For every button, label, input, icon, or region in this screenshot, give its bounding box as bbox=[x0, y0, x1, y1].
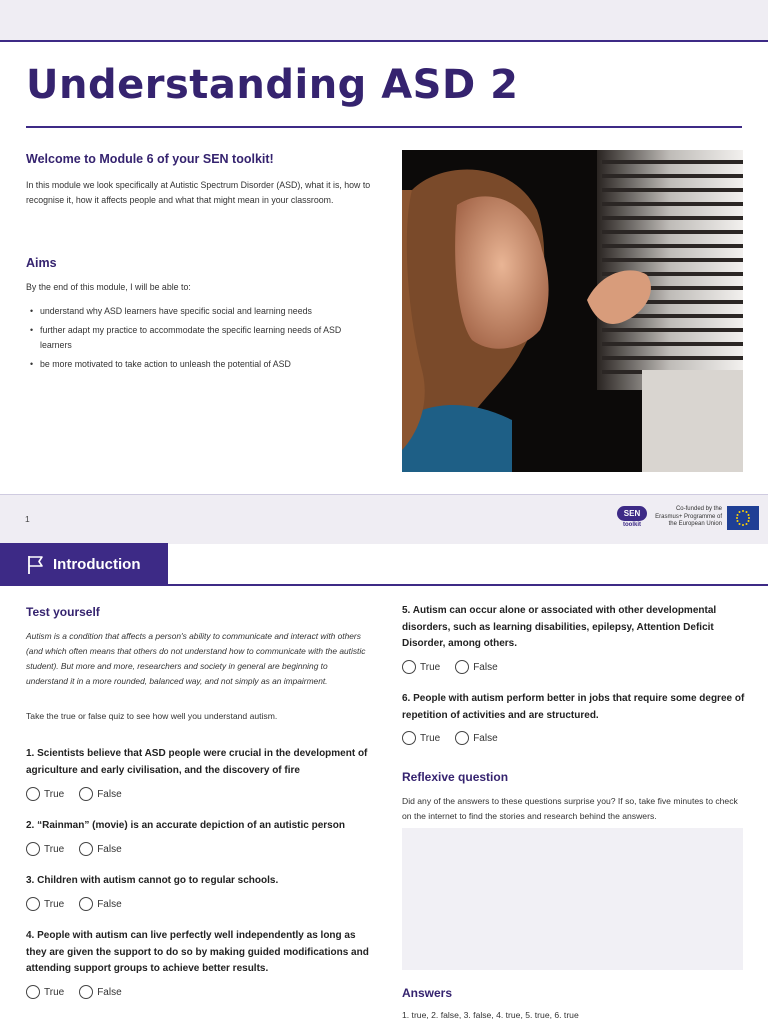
false-option[interactable] bbox=[79, 787, 121, 801]
true-option[interactable] bbox=[26, 897, 64, 911]
eu-funding-text: Co-funded by the Erasmus+ Programme of the European Union bbox=[655, 506, 722, 527]
test-yourself-text: Autism is a condition that affects a person's ability to communicate and interact with others (and which often means that others do not understand how to communicate with the autistic student). But more and more, researchers and society in general are beginning to understand it in a more rounded, balanced way, and not simply as an impairment. bbox=[26, 631, 366, 686]
section-tab-label: Introduction bbox=[53, 556, 141, 573]
girl-at-window-photo bbox=[402, 150, 743, 472]
page-number: 1 bbox=[25, 514, 30, 524]
top-band bbox=[0, 0, 768, 42]
false-option[interactable] bbox=[455, 660, 497, 674]
section-divider bbox=[0, 584, 768, 586]
true-label: True bbox=[44, 788, 65, 800]
title-divider bbox=[26, 126, 742, 128]
aims-heading: Aims bbox=[26, 256, 57, 270]
false-label: False bbox=[473, 732, 498, 744]
quiz-question: 3. Children with autism cannot go to regular schools. bbox=[26, 875, 279, 886]
welcome-text: In this module we look specifically at Autistic Spectrum Disorder (ASD), what it is, how to recognise it, how it affects people and what that might mean in your classroom. bbox=[26, 180, 371, 205]
true-option[interactable] bbox=[402, 660, 440, 674]
quiz-intro: Take the true or false quiz to see how well you understand autism. bbox=[26, 711, 278, 721]
radio-button[interactable] bbox=[79, 842, 93, 856]
true-label: True bbox=[44, 843, 65, 855]
false-label: False bbox=[97, 843, 122, 855]
radio-button[interactable] bbox=[402, 660, 416, 674]
radio-button[interactable] bbox=[455, 660, 469, 674]
true-option[interactable] bbox=[26, 787, 64, 801]
false-option[interactable] bbox=[79, 897, 121, 911]
radio-button[interactable] bbox=[26, 842, 40, 856]
quiz-question: 6. People with autism perform better in jobs that require some degree of repetition of activities and are structured. bbox=[402, 693, 745, 721]
quiz-question: 4. People with autism can live perfectly well independently as long as they are given the support to do so by making guided modifications and attending support groups to achieve better results. bbox=[26, 930, 369, 974]
quiz-options bbox=[402, 660, 513, 674]
true-label: True bbox=[44, 898, 65, 910]
aims-list bbox=[30, 304, 370, 376]
aims-item: • further adapt my practice to accommodate the specific learning needs of ASD learners bbox=[30, 323, 370, 353]
quiz-options bbox=[26, 897, 137, 911]
test-yourself-heading: Test yourself bbox=[26, 605, 100, 619]
radio-button[interactable] bbox=[79, 897, 93, 911]
quiz-options bbox=[402, 731, 513, 745]
false-label: False bbox=[97, 788, 122, 800]
quiz-question: 1. Scientists believe that ASD people were crucial in the development of agriculture and early civilisation, and the discovery of fire bbox=[26, 748, 368, 776]
aims-intro: By the end of this module, I will be able to: bbox=[26, 282, 191, 292]
false-label: False bbox=[97, 898, 122, 910]
radio-button[interactable] bbox=[26, 787, 40, 801]
page-title: Understanding ASD 2 bbox=[26, 62, 519, 108]
welcome-heading: Welcome to Module 6 of your SEN toolkit! bbox=[26, 152, 274, 166]
quiz-options bbox=[26, 842, 137, 856]
answers-text: 1. true, 2. false, 3. false, 4. true, 5. true, 6. true bbox=[402, 1010, 579, 1020]
eu-flag-icon bbox=[727, 506, 759, 530]
logo-sen-text: SEN bbox=[623, 509, 641, 518]
radio-button[interactable] bbox=[79, 985, 93, 999]
false-option[interactable] bbox=[455, 731, 497, 745]
true-label: True bbox=[420, 661, 441, 673]
radio-button[interactable] bbox=[26, 985, 40, 999]
false-label: False bbox=[97, 986, 122, 998]
false-option[interactable] bbox=[79, 842, 121, 856]
true-label: True bbox=[44, 986, 65, 998]
quiz-question: 5. Autism can occur alone or associated with other developmental disorders, such as learning disabilities, epilepsy, Attention Deficit Disorder, among others. bbox=[402, 605, 717, 649]
true-option[interactable] bbox=[26, 985, 64, 999]
radio-button[interactable] bbox=[402, 731, 416, 745]
radio-button[interactable] bbox=[455, 731, 469, 745]
true-label: True bbox=[420, 732, 441, 744]
reflexive-question-heading: Reflexive question bbox=[402, 770, 509, 784]
quiz-options bbox=[26, 787, 137, 801]
logo-toolkit-text: toolkit bbox=[623, 522, 641, 528]
quiz-options bbox=[26, 985, 137, 999]
false-label: False bbox=[473, 661, 498, 673]
answers-heading: Answers bbox=[402, 986, 453, 1000]
reflection-text-area[interactable] bbox=[402, 828, 743, 970]
true-option[interactable] bbox=[26, 842, 64, 856]
false-option[interactable] bbox=[79, 985, 121, 999]
reflexive-question-text: Did any of the answers to these questions surprise you? If so, take five minutes to check on the internet to find the stories and research behind the answers. bbox=[402, 796, 738, 821]
aims-item: • understand why ASD learners have specific social and learning needs bbox=[30, 304, 370, 319]
flag-icon bbox=[26, 555, 46, 575]
quiz-question: 2. “Rainman” (movie) is an accurate depiction of an autistic person bbox=[26, 820, 345, 831]
true-option[interactable] bbox=[402, 731, 440, 745]
sen-toolkit-logo bbox=[617, 506, 647, 532]
radio-button[interactable] bbox=[79, 787, 93, 801]
radio-button[interactable] bbox=[26, 897, 40, 911]
aims-item: • be more motivated to take action to unleash the potential of ASD bbox=[30, 357, 370, 372]
